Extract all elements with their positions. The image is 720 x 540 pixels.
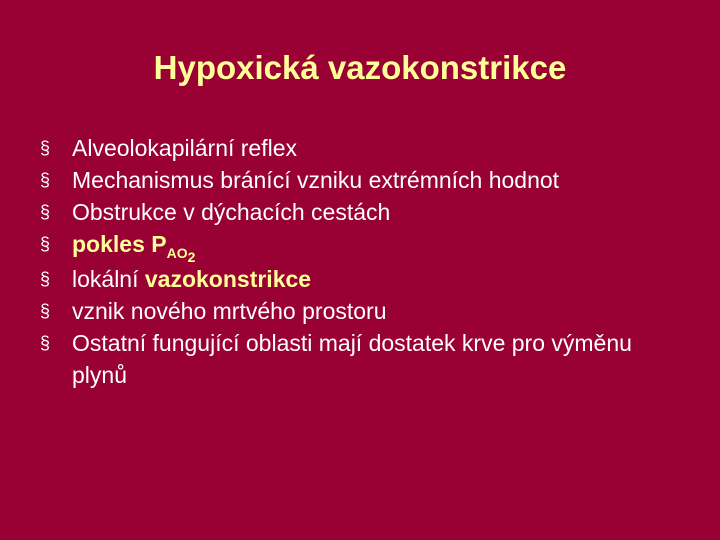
bullet-text-highlight: vazokonstrikce — [144, 266, 312, 292]
pressure-subscript: AO — [166, 245, 188, 261]
pressure-label: pokles P — [72, 231, 167, 257]
bullet-item — [40, 228, 680, 263]
bullet-text: Obstrukce v dýchacích cestách — [72, 199, 391, 225]
bullet-item — [40, 263, 680, 295]
bullet-marker-icon: § — [40, 301, 51, 321]
bullet-item — [40, 295, 680, 327]
bullet-marker-icon: § — [40, 269, 51, 289]
slide-title: Hypoxická vazokonstrikce — [153, 49, 567, 86]
bullet-text: vznik nového mrtvého prostoru — [72, 298, 387, 324]
bullet-text: Alveolokapilární reflex — [72, 135, 298, 161]
bullet-item — [40, 327, 680, 391]
bullet-text-highlight — [72, 231, 196, 265]
bullet-text: lokální — [72, 266, 145, 292]
bullet-item — [40, 196, 680, 228]
bullet-marker-icon: § — [40, 234, 51, 254]
bullet-marker-icon: § — [40, 202, 51, 222]
bullet-marker-icon: § — [40, 333, 51, 353]
bullet-item — [40, 164, 680, 196]
pressure-subsubscript: 2 — [187, 249, 196, 265]
bullet-text: Mechanismus bránící vzniku extrémních hodnot — [72, 167, 560, 193]
bullet-text: Ostatní fungující oblasti mají dostatek krve pro výměnu plynů — [72, 330, 632, 388]
bullet-marker-icon: § — [40, 138, 51, 158]
bullet-item — [40, 132, 680, 164]
bullet-list — [40, 132, 680, 391]
bullet-marker-icon: § — [40, 170, 51, 190]
